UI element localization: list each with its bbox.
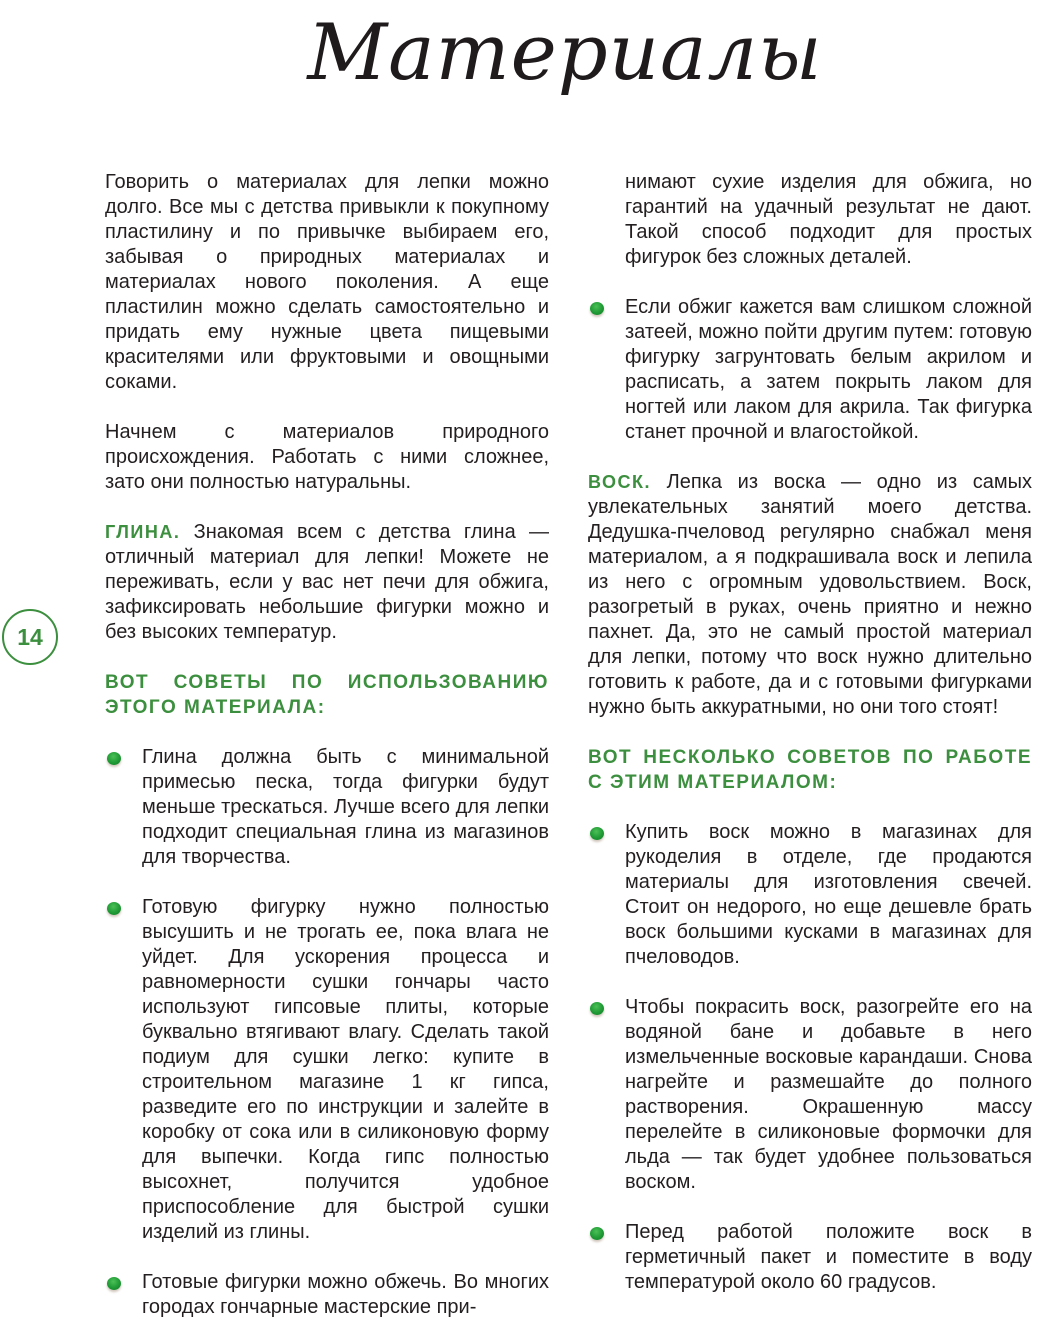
wax-tips-heading: ВОТ НЕСКОЛЬКО СОВЕТОВ ПО РАБОТЕ С ЭТИМ МАТЕРИАЛОМ: — [588, 747, 1032, 793]
wax-tip-text: Чтобы покрасить воск, разогрейте его на водяной бане и добавьте в него измельченные восковые карандаши. Снова нагрейте и размешайте до полного растворения. Окрашенную массу перелейте в силиконовые формочки для льда — так будет удобнее пользоваться воском. — [625, 996, 1032, 1193]
green-bullet-icon — [590, 827, 604, 840]
green-bullet-icon — [107, 902, 121, 915]
clay-tip-continued-text: нимают сухие изделия для обжига, но гарантий на удачный результат не дают. Такой способ подходит для простых фигурок без сложных деталей. — [625, 171, 1032, 268]
clay-tip-text: Глина должна быть с минимальной примесью песка, тогда фигурки будут меньше трескаться. Лучше всего для лепки подходит специальная глина из магазинов для творчества. — [142, 746, 549, 868]
list-item — [588, 820, 1032, 970]
green-bullet-icon — [107, 1277, 121, 1290]
clay-tip-text: Если обжиг кажется вам слишком сложной затеей, можно пойти другим путем: готовую фигурку загрунтовать белым акрилом и расписать, а затем покрыть лаком для ногтей или лаком для акрила. Так фигурка станет прочной и влагостойкой. — [625, 296, 1032, 443]
left-column — [105, 170, 549, 1320]
wax-keyword: ВОСК. — [588, 472, 652, 492]
green-bullet-icon — [590, 302, 604, 315]
list-item — [588, 1220, 1032, 1295]
list-item-continued — [588, 170, 1032, 270]
wax-description: Лепка из воска — одно из самых увлекательных занятий моего детства. Дедушка-пчеловод регулярно снабжал меня материалом, а я подкрашивала воск и лепила из него с огромным удовольствием. Воск, разогретый в руках, очень приятно и нежно пахнет. Да, это не самый простой материал для лепки, потому что воск нужно длительно готовить к работе, да и с готовыми фигурками нужно быть аккуратными, но они того стоят! — [588, 471, 1032, 718]
wax-tip-text: Купить воск можно в магазинах для рукоделия в отделе, где продаются материалы для изготовления свечей. Стоит он недорого, но еще дешевле брать воск большими кусками в магазинах для пчеловодов. — [625, 821, 1032, 968]
list-item — [588, 995, 1032, 1195]
page-number: 14 — [17, 623, 43, 650]
clay-tips-heading: ВОТ СОВЕТЫ ПО ИСПОЛЬЗОВАНИЮ ЭТОГО МАТЕРИАЛА: — [105, 672, 549, 718]
list-item — [105, 1270, 549, 1320]
right-column — [588, 170, 1032, 1295]
clay-description: Знакомая всем с детства глина — отличный материал для лепки! Можете не переживать, если у вас нет печи для обжига, зафиксировать небольшие фигурки можно и без высоких температур. — [105, 521, 549, 643]
green-bullet-icon — [590, 1227, 604, 1240]
green-bullet-icon — [107, 752, 121, 765]
page-number-badge — [2, 609, 58, 665]
clay-keyword: ГЛИНА. — [105, 522, 181, 542]
clay-tip-text: Готовую фигурку нужно полностью высушить и не трогать ее, пока влага не уйдет. Для ускорения процесса и равномерности сушки гончары часто используют гипсовые плиты, которые буквально втягивают влагу. Сделать такой подиум для сушки легко: купите в строительном магазине 1 кг гипса, разведите его по инструкции и залейте в коробку от сока или в силиконовую форму для выпечки. Когда гипс полностью высохнет, получится удобное приспособление для быстрой сушки изделий из глины. — [142, 896, 549, 1243]
green-bullet-icon — [590, 1002, 604, 1015]
intro-paragraph-1: Говорить о материалах для лепки можно долго. Все мы с детства привыкли к покупному пластилину и по привычке выбираем его, забывая о природных материалах и материалах нового поколения. А еще пластилин можно сделать самостоятельно и придать ему нужные цвета пищевыми красителями или фруктовыми и овощными соками. — [105, 171, 549, 393]
clay-tip-text: Готовые фигурки можно обжечь. Во многих городах гончарные мастерские при- — [142, 1271, 549, 1318]
page-title-text: Материалы — [307, 8, 823, 98]
page-title — [0, 0, 1040, 130]
wax-tip-text: Перед работой положите воск в герметичный пакет и поместите в воду температурой около 60 градусов. — [625, 1221, 1032, 1293]
list-item — [105, 745, 549, 870]
wax-paragraph — [588, 470, 1032, 720]
list-item — [105, 895, 549, 1245]
list-item — [588, 295, 1032, 445]
clay-paragraph — [105, 520, 549, 645]
intro-paragraph-2: Начнем с материалов природного происхождения. Работать с ними сложнее, зато они полностью натуральны. — [105, 421, 549, 493]
